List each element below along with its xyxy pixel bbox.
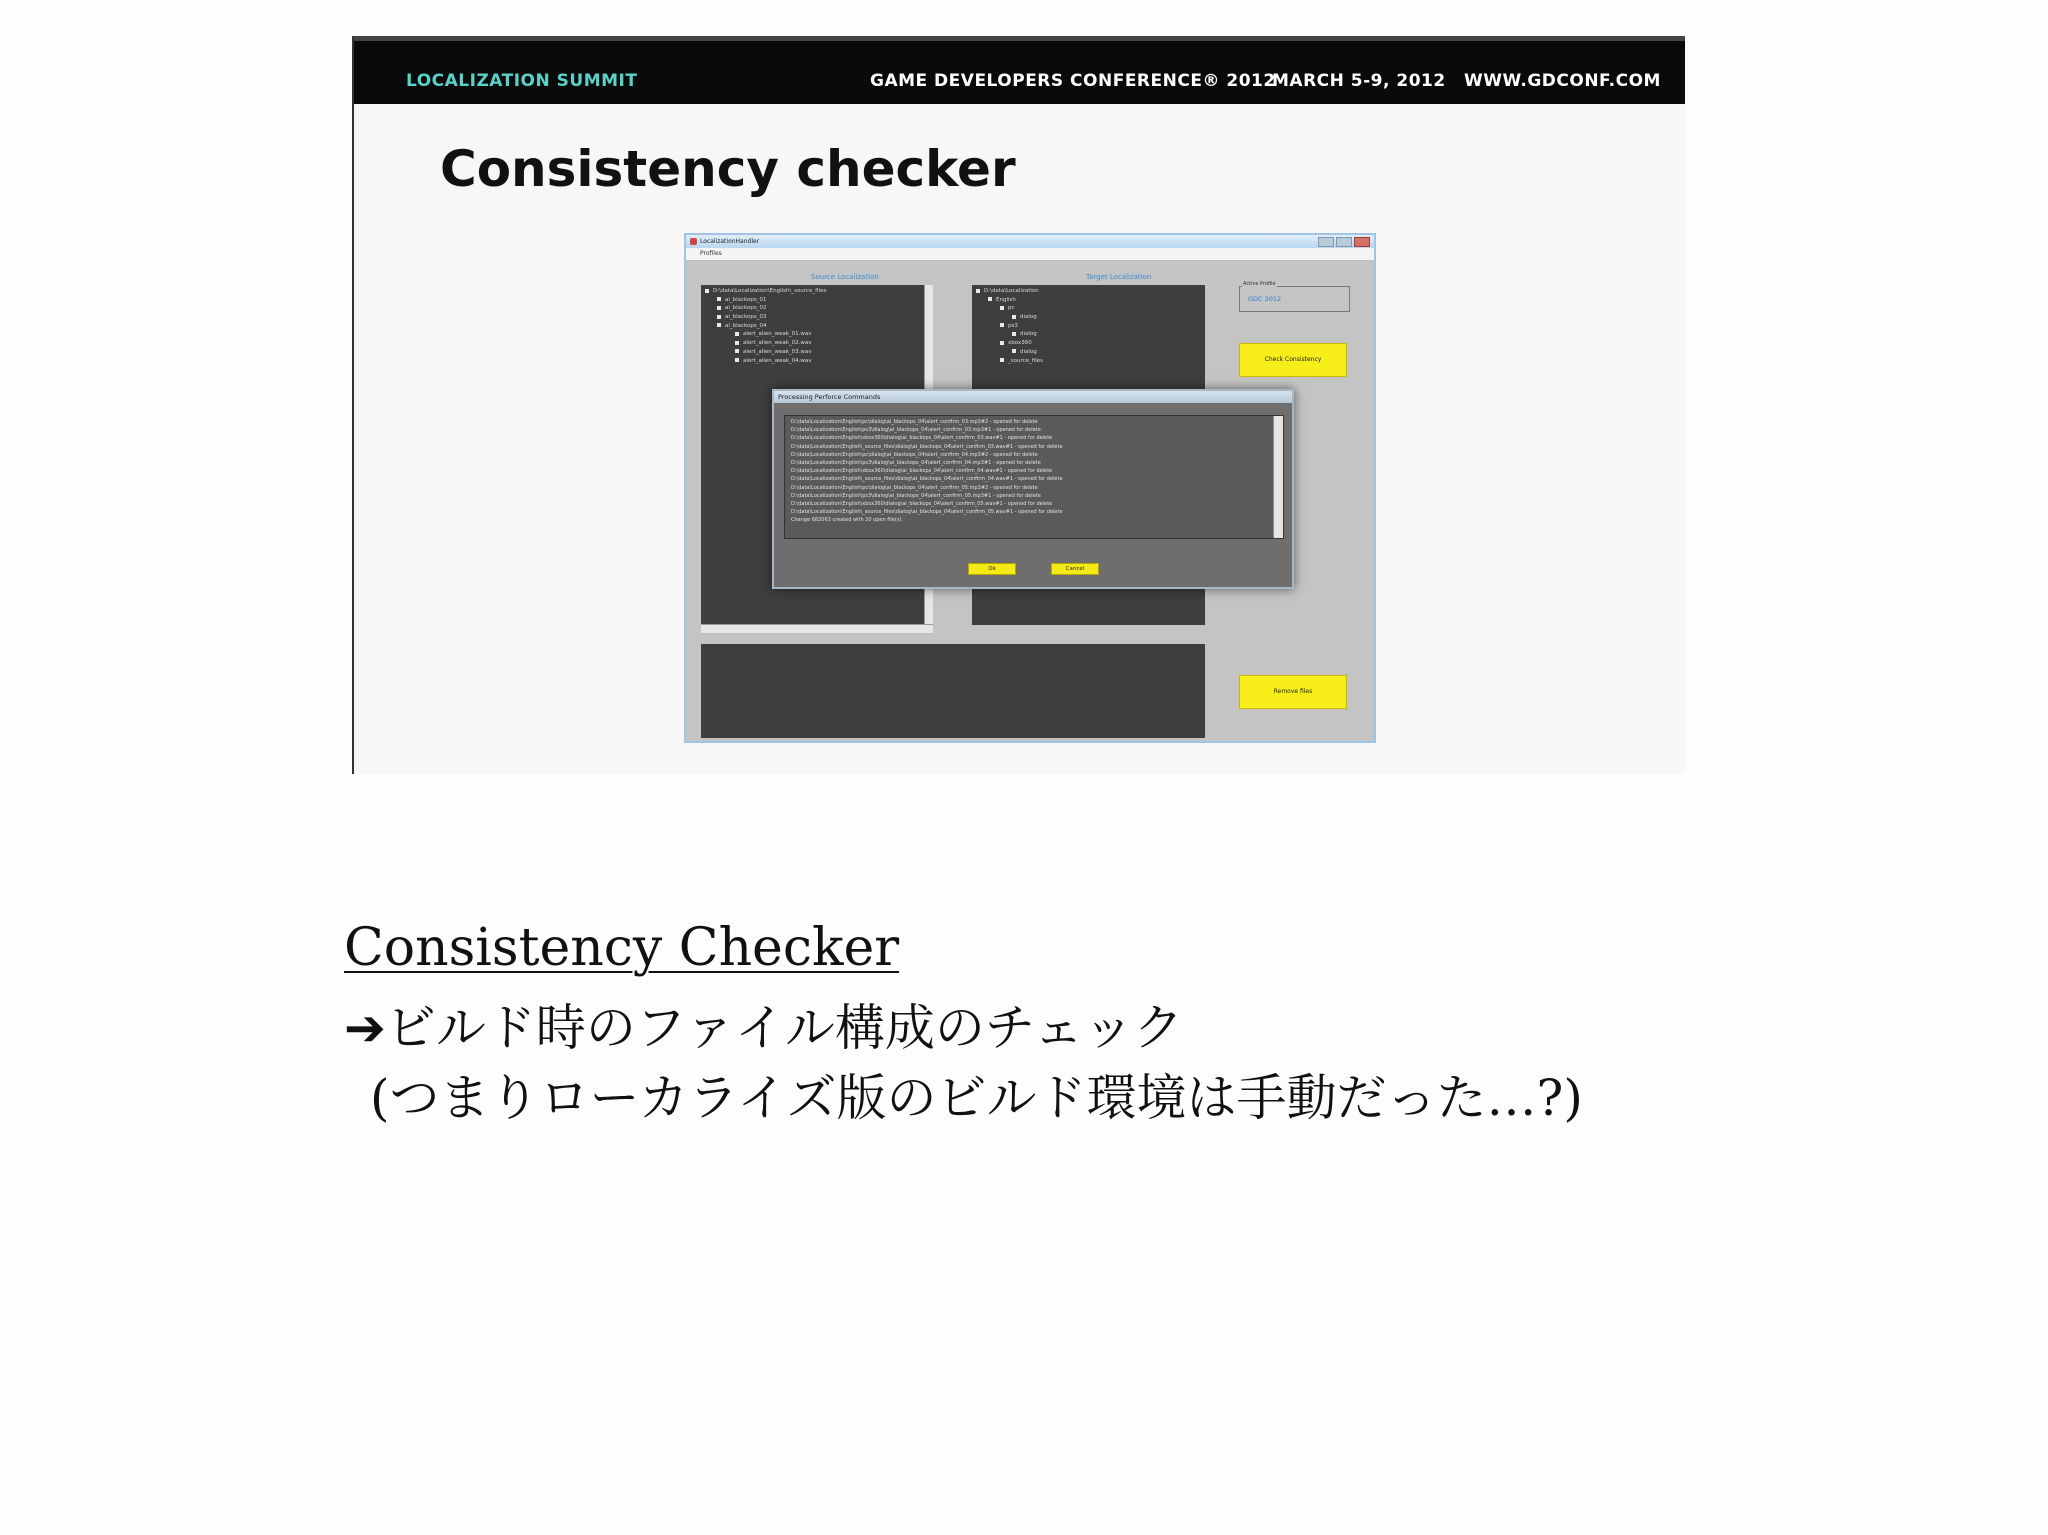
- tree-row[interactable]: [705, 313, 933, 322]
- tree-row-label: alert_alien_weak_04.wav: [743, 357, 812, 364]
- tree-node-icon: [717, 323, 721, 327]
- log-line: D:\data\Localization\English\xbox360\dialog\ai_blackops_04\alert_confirm_03.wav#1 - opened for delete: [791, 435, 1053, 442]
- tree-row[interactable]: [976, 348, 1205, 357]
- tree-row[interactable]: [705, 348, 933, 357]
- tree-node-icon: [717, 306, 721, 310]
- log-line: D:\data\Localization\English\xbox360\dialog\ai_blackops_04\alert_confirm_05.wav#1 - opened for delete: [791, 501, 1053, 508]
- maximize-icon[interactable]: [1336, 237, 1352, 247]
- tree-node-icon: [735, 358, 739, 362]
- active-profile-box: [1239, 281, 1350, 312]
- slide-header-bar: [354, 36, 1685, 104]
- tree-row[interactable]: [976, 339, 1205, 348]
- tree-node-icon: [1000, 358, 1004, 362]
- tree-row[interactable]: [705, 357, 933, 366]
- tree-node-icon: [735, 341, 739, 345]
- tree-node-icon: [735, 332, 739, 336]
- tree-node-icon: [717, 297, 721, 301]
- summit-label: LOCALIZATION SUMMIT: [406, 71, 638, 91]
- tree-row-label: ai_blackops_01: [725, 296, 767, 303]
- log-line: D:\data\Localization\English\_source_files\dialog\ai_blackops_04\alert_confirm_04.wav#1 - opened for delete: [791, 476, 1063, 483]
- tree-row[interactable]: [705, 287, 933, 296]
- cancel-button[interactable]: Cancel: [1051, 563, 1099, 575]
- minimize-icon[interactable]: [1318, 237, 1334, 247]
- source-tree-hscrollbar[interactable]: [701, 624, 933, 633]
- active-profile-label: Active Profile: [1243, 281, 1276, 287]
- dialog-titlebar: [774, 391, 1292, 403]
- tree-row[interactable]: [705, 339, 933, 348]
- tree-row[interactable]: [976, 296, 1205, 305]
- tree-node-icon: [1012, 315, 1016, 319]
- log-line: D:\data\Localization\English\pc\dialog\ai_blackops_04\alert_confirm_03.mp3#2 - opened for delete: [791, 419, 1038, 425]
- menu-profiles[interactable]: Profiles: [700, 250, 722, 257]
- tree-row[interactable]: [976, 322, 1205, 331]
- log-line: D:\data\Localization\English\_source_files\dialog\ai_blackops_04\alert_confirm_05.wav#1 - opened for delete: [791, 509, 1063, 516]
- tree-row-label: ai_blackops_04: [725, 322, 767, 329]
- tree-row-label: English: [996, 296, 1016, 303]
- tree-row-label: ps3: [1008, 322, 1018, 329]
- app-icon: [690, 238, 697, 245]
- log-line: Change 682063 created with 20 open file(s).: [791, 517, 903, 524]
- tree-row-label: alert_alien_weak_02.wav: [743, 340, 812, 347]
- tree-node-icon: [988, 297, 992, 301]
- tree-node-icon: [1012, 332, 1016, 336]
- remove-files-button[interactable]: Remove files: [1239, 675, 1347, 709]
- tree-row-label: ai_blackops_03: [725, 314, 767, 321]
- source-panel-label: Source Localization: [811, 273, 879, 281]
- tree-row[interactable]: [976, 313, 1205, 322]
- dates-label: MARCH 5-9, 2012: [1272, 71, 1446, 91]
- app-titlebar: [686, 235, 1374, 248]
- tree-row[interactable]: [705, 322, 933, 331]
- ok-button[interactable]: Ok: [968, 563, 1016, 575]
- caption-line-2: (つまりローカライズ版のビルド環境は手動だった…?): [370, 1069, 1583, 1127]
- tree-row-label: alert_alien_weak_03.wav: [743, 348, 812, 355]
- slide: [352, 36, 1685, 774]
- tree-row-label: xbox360: [1008, 340, 1032, 347]
- tree-row-label: alert_alien_weak_01.wav: [743, 331, 812, 338]
- tree-node-icon: [705, 289, 709, 293]
- tree-node-icon: [717, 315, 721, 319]
- conference-label: GAME DEVELOPERS CONFERENCE® 2012: [870, 71, 1276, 91]
- active-profile-value[interactable]: GDC 2012: [1248, 295, 1282, 303]
- tree-row[interactable]: [976, 330, 1205, 339]
- log-line: D:\data\Localization\English\pc\dialog\ai_blackops_04\alert_confirm_05.mp3#2 - opened for delete: [791, 484, 1038, 491]
- tree-row-label: pc: [1008, 305, 1015, 312]
- log-line: D:\data\Localization\English\pc\dialog\ai_blackops_04\alert_confirm_04.mp3#2 - opened for delete: [791, 451, 1038, 458]
- tree-row-label: dialog: [1020, 331, 1037, 338]
- caption-line-1: ➔ビルド時のファイル構成のチェック: [344, 999, 1184, 1057]
- slide-title: Consistency checker: [440, 140, 1016, 198]
- dialog-log: [784, 415, 1284, 539]
- app-window: [684, 233, 1376, 743]
- caption-heading: Consistency Checker: [344, 918, 900, 978]
- app-window-title: LocalizationHandler: [700, 238, 760, 245]
- tree-row[interactable]: [705, 296, 933, 305]
- tree-node-icon: [1000, 323, 1004, 327]
- tree-row[interactable]: [976, 357, 1205, 366]
- dialog-log-scrollbar[interactable]: [1273, 416, 1283, 538]
- tree-row[interactable]: [976, 304, 1205, 313]
- tree-node-icon: [1000, 306, 1004, 310]
- log-line: D:\data\Localization\English\ps3\dialog\ai_blackops_04\alert_confirm_03.mp3#1 - opened for delete: [791, 427, 1041, 434]
- tree-row-label: dialog: [1020, 314, 1037, 321]
- tree-row-label: ai_blackops_02: [725, 305, 767, 312]
- check-consistency-button[interactable]: Check Consistency: [1239, 343, 1347, 377]
- conference-url: WWW.GDCONF.COM: [1464, 71, 1661, 91]
- target-panel-label: Target Localization: [1086, 273, 1152, 281]
- tree-node-icon: [735, 349, 739, 353]
- log-line: D:\data\Localization\English\ps3\dialog\ai_blackops_04\alert_confirm_05.mp3#1 - opened for delete: [791, 492, 1041, 499]
- log-line: D:\data\Localization\English\ps3\dialog\ai_blackops_04\alert_confirm_04.mp3#1 - opened for delete: [791, 460, 1041, 467]
- tree-row[interactable]: [705, 330, 933, 339]
- tree-node-icon: [976, 289, 980, 293]
- output-panel: [701, 644, 1205, 738]
- tree-node-icon: [1000, 341, 1004, 345]
- close-icon[interactable]: [1354, 237, 1370, 247]
- tree-node-icon: [1012, 349, 1016, 353]
- log-line: D:\data\Localization\English\xbox360\dialog\ai_blackops_04\alert_confirm_04.wav#1 - opened for delete: [791, 468, 1053, 475]
- log-line: D:\data\Localization\English\_source_files\dialog\ai_blackops_04\alert_confirm_03.wav#1 - opened for delete: [791, 443, 1063, 450]
- tree-row[interactable]: [976, 287, 1205, 296]
- tree-row-label: D:\data\Localization: [984, 288, 1039, 294]
- tree-row-label: _source_files: [1008, 357, 1044, 364]
- tree-row[interactable]: [705, 304, 933, 313]
- tree-row-label: D:\data\Localization\English\_source_files: [713, 288, 827, 294]
- perforce-dialog: [772, 389, 1294, 589]
- tree-row-label: dialog: [1020, 348, 1037, 355]
- dialog-title: Processing Perforce Commands: [778, 393, 881, 401]
- app-menubar: [686, 248, 1374, 261]
